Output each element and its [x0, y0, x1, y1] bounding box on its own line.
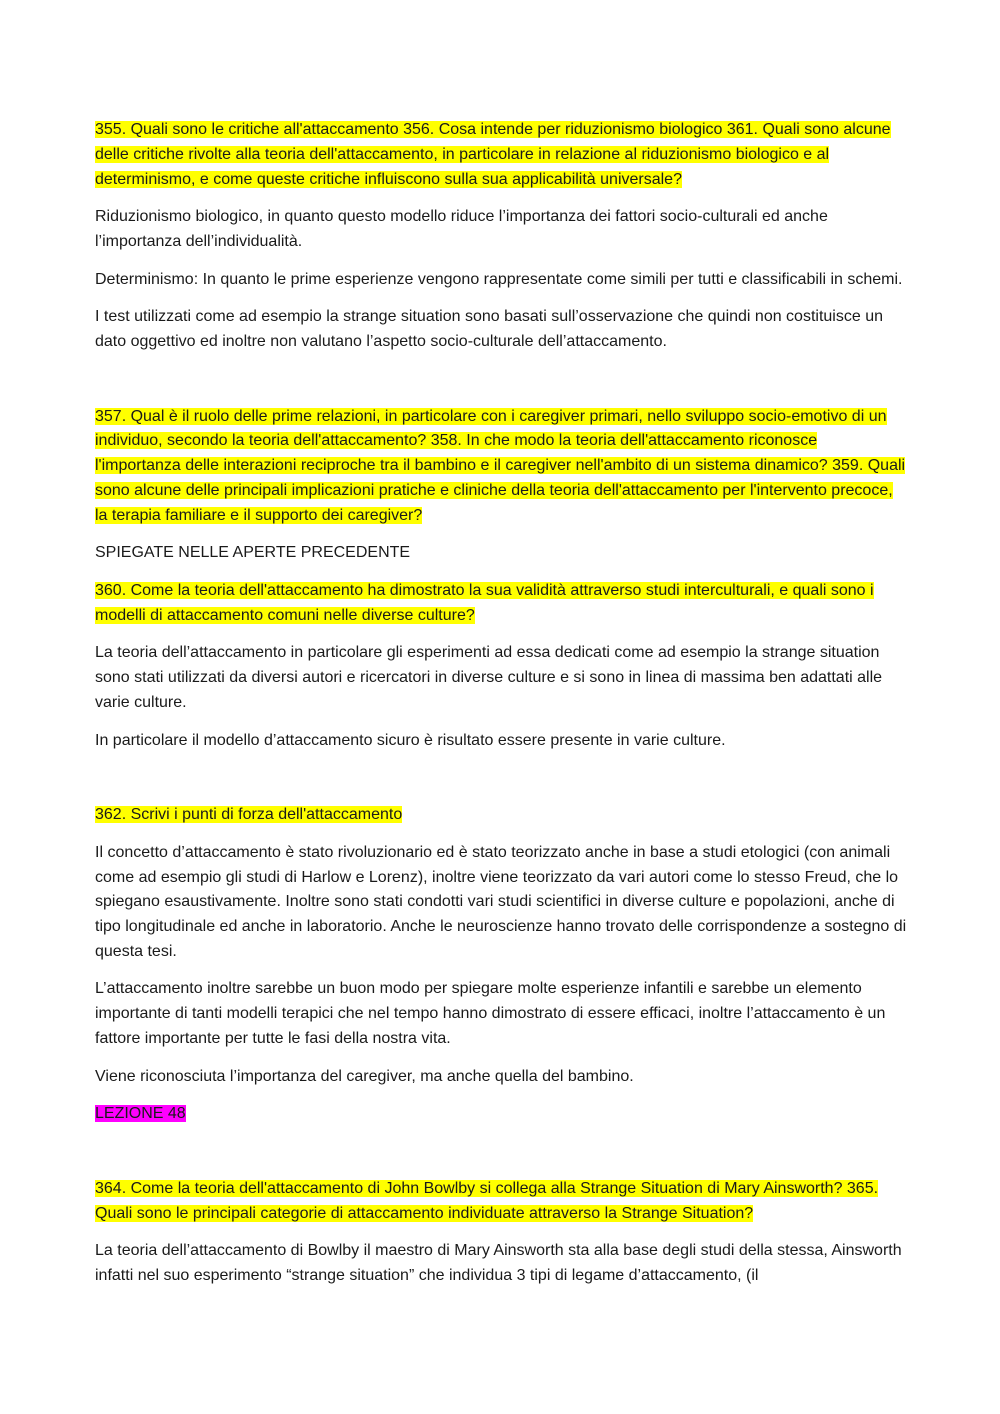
answer-paragraph: Riduzionismo biologico, in quanto questo modello riduce l’importanza dei fattori socio-culturali ed anche l’importanza dell’individualità. [95, 208, 828, 250]
question-360 [95, 579, 907, 629]
section-spacer [95, 368, 907, 405]
answer-paragraph: La teoria dell’attaccamento di Bowlby il maestro di Mary Ainsworth sta alla base degli studi della stessa, Ainsworth infatti nel suo esperimento “strange situation” che individua 3 tipi di legame d’attaccamento, (il [95, 1242, 902, 1285]
document-body [95, 118, 907, 1302]
answer-paragraph: SPIEGATE NELLE APERTE PRECEDENTE [95, 544, 411, 562]
question-357-359 [95, 405, 907, 529]
question-357-359-text: 357. Qual è il ruolo delle prime relazioni, in particolare con i caregiver primari, nello sviluppo socio-emotivo di un individuo, secondo la teoria dell'attaccamento? 358. In che modo la teoria dell'attaccamento riconosce l'importanza delle interazioni reciproche tra il bambino e il caregiver nell'ambito di un sistema dinamico? 359. Quali sono alcune delle principali implicazioni pratiche e cliniche della teoria dell'attaccamento per l'intervento precoce, la terapia familiare e il supporto dei caregiver? [95, 407, 906, 524]
answer-paragraph: La teoria dell’attaccamento in particolare gli esperimenti ad essa dedicati come ad esempio la strange situation sono stati utilizzati da diversi autori e ricercatori in diverse culture e si sono in linea di massima ben adattati alle varie culture. [95, 644, 883, 711]
lesson-heading-text: LEZIONE 48 [95, 1105, 186, 1123]
question-360-text: 360. Come la teoria dell'attaccamento ha dimostrato la sua validità attraverso studi interculturali, e quali sono i modelli di attaccamento comuni nelle diverse culture? [95, 581, 874, 624]
question-362-text: 362. Scrivi i punti di forza dell'attaccamento [95, 806, 403, 824]
answer-paragraph: Determinismo: In quanto le prime esperienze vengono rappresentate come simili per tutti e classificabili in schemi. [95, 270, 903, 288]
question-364-365 [95, 1177, 907, 1227]
answer-paragraph: I test utilizzati come ad esempio la strange situation sono basati sull’osservazione che quindi non costituisce un dato oggettivo ed inoltre non valutano l’aspetto socio-culturale dell’attaccamento. [95, 308, 883, 350]
question-355-361-text: 355. Quali sono le critiche all'attaccamento 356. Cosa intende per riduzionismo biologico 361. Quali sono alcune delle critiche rivolte alla teoria dell'attaccamento, in particolare in relazione al riduzionismo biologico e al determinismo, e come queste critiche influiscono sulla sua applicabilità universale? [95, 121, 891, 188]
section-spacer [95, 1140, 907, 1177]
lesson-heading [95, 1102, 907, 1127]
section-spacer [95, 766, 907, 803]
answer-paragraph: L’attaccamento inoltre sarebbe un buon modo per spiegare molte esperienze infantili e sarebbe un elemento importante di tanti modelli terapici che nel tempo hanno dimostrato di essere efficaci, inoltre l’attaccamento è un fattore importante per tutte le fasi della nostra vita. [95, 980, 886, 1048]
question-364-365-text: 364. Come la teoria dell'attaccamento di John Bowlby si collega alla Strange Situation di Mary Ainsworth? 365. Quali sono le principali categorie di attaccamento individuate attraverso la Strange Situation? [95, 1179, 879, 1222]
answer-paragraph: In particolare il modello d’attaccamento sicuro è risultato essere presente in varie culture. [95, 731, 726, 749]
answer-paragraph: Il concetto d’attaccamento è stato rivoluzionario ed è stato teorizzato anche in base a studi etologici (con animali come ad esempio gli studi di Harlow e Lorenz), inoltre viene teorizzato da vari autori come lo stesso Freud, che lo spiegano esaustivamente. Inoltre sono stati condotti vari studi scientifici in diverse culture e popolazioni, anche di tipo longitudinale ed anche in laboratorio. Anche le neuroscienze hanno trovato delle corrispondenze a sostegno di questa tesi. [95, 843, 907, 960]
question-362 [95, 803, 907, 828]
answer-paragraph: Viene riconosciuta l’importanza del caregiver, ma anche quella del bambino. [95, 1067, 634, 1085]
question-355-361 [95, 118, 907, 192]
